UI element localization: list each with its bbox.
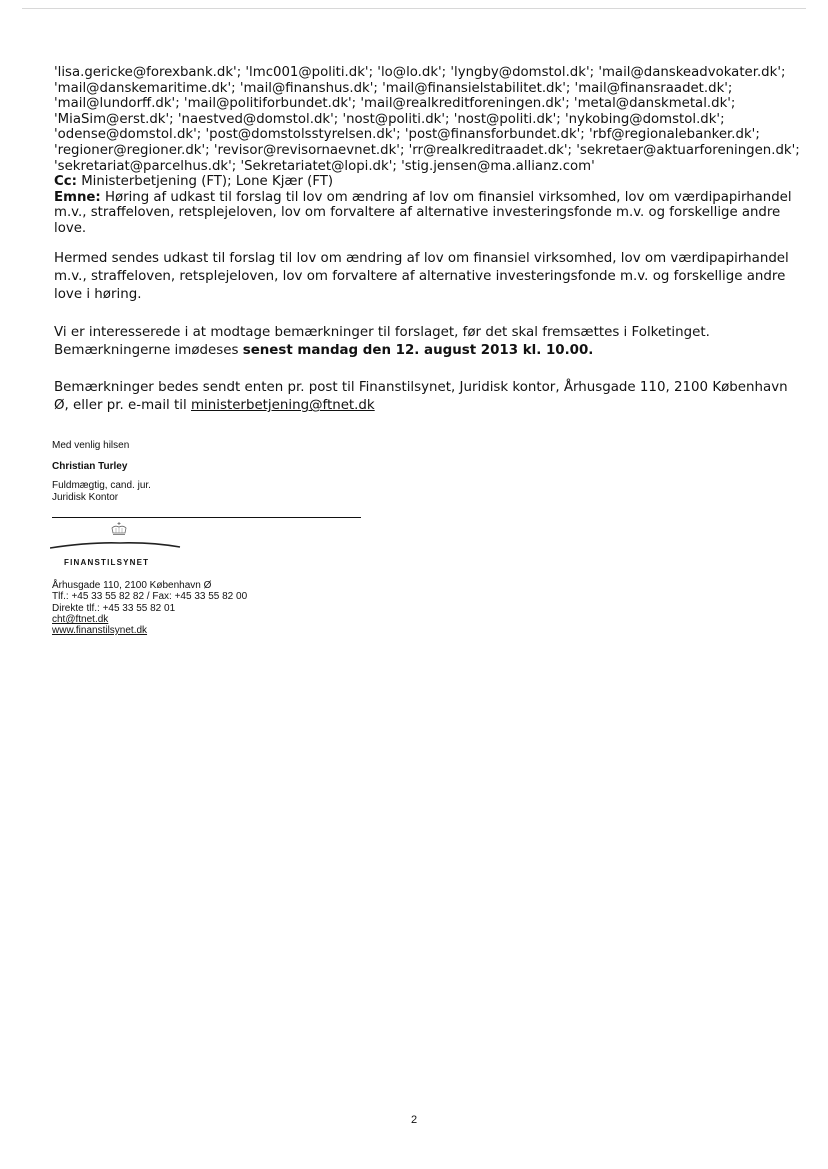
- contact-direct-phone: Direkte tlf.: +45 33 55 82 01: [52, 602, 176, 614]
- signature-block: [52, 440, 151, 503]
- finanstilsynet-logo: [50, 522, 190, 570]
- subject-label: Emne:: [54, 189, 101, 205]
- letter-body: [54, 250, 794, 434]
- recipient-line: 'mail@danskemaritime.dk'; 'mail@finanshus.dk'; 'mail@finansielstabilitet.dk'; 'mail@finansraadet.dk';: [54, 80, 733, 96]
- subject-value: Høring af udkast til forslag til lov om ændring af lov om finansiel virksomhed, lov om værdipapirhandel m.v., straffeloven, retsplejeloven, lov om forvaltere af alternative investeringsfonde m.v. og forskellige andre love.: [54, 189, 792, 236]
- closing-text: Med venlig hilsen: [52, 440, 130, 451]
- contact-address: Århusgade 110, 2100 København Ø: [52, 580, 212, 591]
- page-top-rule: [22, 8, 806, 9]
- page-number: 2: [410, 1114, 418, 1126]
- contact-email-link[interactable]: cht@ftnet.dk: [52, 613, 109, 625]
- deadline-text: senest mandag den 12. august 2013 kl. 10.00.: [242, 342, 594, 358]
- email-recipient-header: [54, 65, 800, 237]
- subject-line: [54, 190, 794, 237]
- recipient-line: 'odense@domstol.dk'; 'post@domstolsstyrelsen.dk'; 'post@finansforbundet.dk'; 'rbf@regionalebanker.dk';: [54, 127, 760, 143]
- body-paragraph-2: [54, 324, 794, 360]
- body-paragraph-3: [54, 379, 794, 415]
- contact-website-link[interactable]: www.finanstilsynet.dk: [52, 625, 148, 637]
- recipient-line: 'sekretariat@parcelhus.dk'; 'Sekretariatet@lopi.dk'; 'stig.jensen@ma.allianz.com': [54, 158, 595, 174]
- signature-divider: [52, 517, 361, 518]
- paragraph-2-text: Vi er interesserede i at modtage bemærkninger til forslaget, før det skal fremsættes i Folketinget. Bemærkningerne imødeses: [54, 324, 710, 358]
- cc-line: [54, 174, 794, 190]
- brand-name: FINANSTILSYNET: [64, 558, 150, 567]
- cc-label: Cc:: [54, 174, 77, 190]
- recipient-line: 'MiaSim@erst.dk'; 'naestved@domstol.dk'; 'nost@politi.dk'; 'nost@politi.dk'; 'nykobing@domstol.dk';: [54, 111, 725, 127]
- contact-phone: Tlf.: +45 33 55 82 82 / Fax: +45 33 55 82 00: [52, 591, 248, 603]
- ministerbetjening-email-link[interactable]: ministerbetjening@ftnet.dk: [191, 398, 375, 414]
- signer-department: Juridisk Kontor: [52, 491, 119, 503]
- recipient-line: 'lisa.gericke@forexbank.dk'; 'lmc001@politi.dk'; 'lo@lo.dk'; 'lyngby@domstol.dk'; 'mail@danskeadvokater.dk';: [54, 65, 786, 80]
- paragraph-3-text: Bemærkninger bedes sendt enten pr. post til Finanstilsynet, Juridisk kontor, Århusgade 110, 2100 København Ø, eller pr. e-mail til: [54, 380, 788, 414]
- cc-value: Ministerbetjening (FT); Lone Kjær (FT): [81, 174, 334, 190]
- signer-name: Christian Turley: [52, 460, 128, 472]
- signer-title: Fuldmægtig, cand. jur.: [52, 480, 151, 491]
- recipient-line: 'mail@lundorff.dk'; 'mail@politiforbundet.dk'; 'mail@realkreditforeningen.dk'; 'metal@danskmetal.dk';: [54, 96, 736, 112]
- body-paragraph-1: Hermed sendes udkast til forslag til lov om ændring af lov om finansiel virksomhed, lov om værdipapirhandel m.v., straffeloven, retsplejeloven, lov om forvaltere af alternative investeringsfonde m.v. og forskellige andre love i høring.: [54, 251, 789, 303]
- contact-block: [52, 580, 247, 636]
- crown-icon: [110, 522, 128, 536]
- logo-swoosh: [50, 536, 190, 552]
- recipient-line: 'regioner@regioner.dk'; 'revisor@revisornaevnet.dk'; 'rr@realkreditraadet.dk'; 'sekretaer@aktuarforeningen.dk';: [54, 142, 800, 158]
